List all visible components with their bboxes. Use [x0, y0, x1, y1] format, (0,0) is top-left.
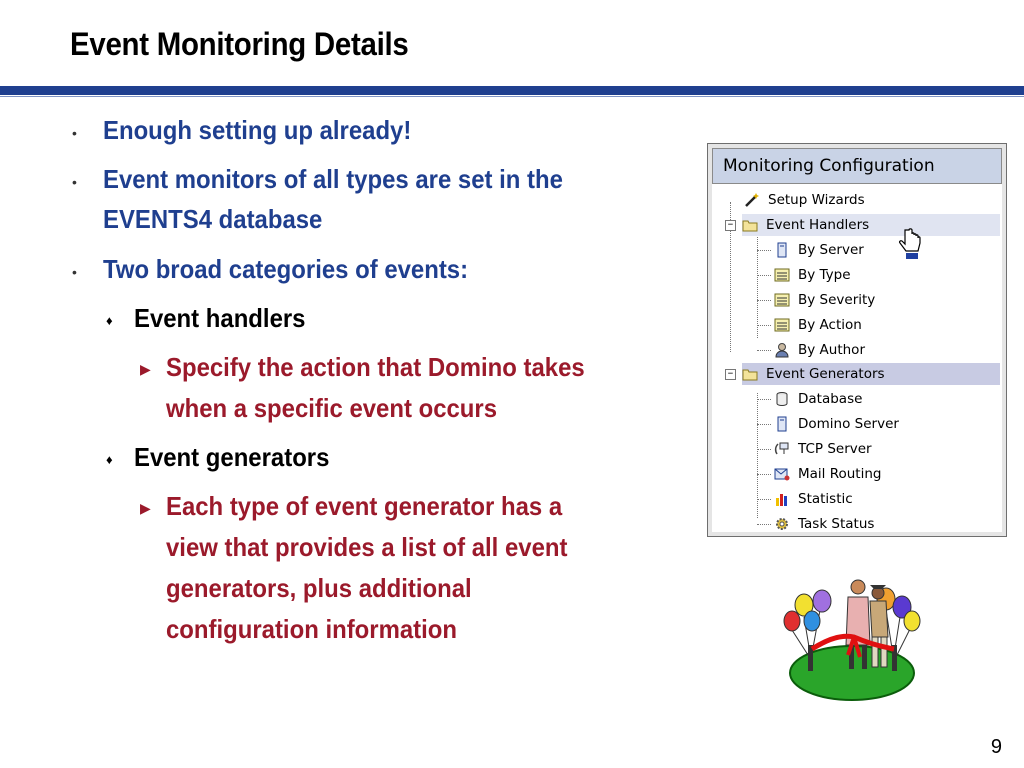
- tree-line: [757, 275, 771, 276]
- tree-item-by-type[interactable]: [774, 264, 851, 286]
- sub-bullet-text: Event handlers: [134, 303, 306, 333]
- tree-line: [757, 399, 771, 400]
- tree-line: [757, 218, 758, 338]
- bullet-text: EVENTS4 database: [103, 204, 323, 234]
- panel-header: Monitoring Configuration: [712, 148, 1002, 184]
- ribbon-cutting-clipart: [782, 575, 922, 703]
- detail-text: generators, plus additional: [166, 573, 472, 603]
- tree-item-label: Event Generators: [766, 366, 885, 382]
- title-rule-thin: [0, 96, 1024, 97]
- bullet-diamond: ♦: [106, 452, 113, 467]
- bullet-triangle: ▶: [140, 361, 151, 377]
- monitoring-config-panel: [707, 143, 1007, 537]
- tree-item-label: Mail Routing: [798, 466, 882, 482]
- detail-text: configuration information: [166, 614, 458, 644]
- page-number: 9: [990, 736, 1002, 758]
- tree-line: [757, 424, 771, 425]
- bullet-text: Two broad categories of events:: [103, 254, 469, 284]
- tree-item-statistic[interactable]: [774, 488, 853, 510]
- database-icon: [774, 391, 790, 407]
- tree-item-label: Statistic: [798, 491, 853, 507]
- tree-item-by-author[interactable]: [774, 339, 865, 361]
- tree-item-event-generators[interactable]: [742, 363, 1000, 385]
- tree-item-task-status[interactable]: [774, 513, 874, 535]
- tree-item-label: By Server: [798, 242, 864, 258]
- tree-item-label: Domino Server: [798, 416, 899, 432]
- navigation-tree: [712, 184, 1002, 532]
- tree-item-label: Task Status: [798, 516, 875, 532]
- mail-icon: [774, 466, 790, 482]
- tree-line: [757, 524, 771, 525]
- tree-item-by-server[interactable]: [774, 239, 864, 261]
- network-icon: [774, 441, 790, 457]
- tree-item-label: By Author: [798, 342, 865, 358]
- bullet-text: Enough setting up already!: [103, 115, 412, 145]
- bullet-dot: •: [72, 174, 77, 190]
- tree-item-label: Event Handlers: [766, 217, 870, 233]
- tree-item-label: Setup Wizards: [768, 192, 865, 208]
- tree-line: [757, 350, 771, 351]
- folder-icon: [742, 217, 758, 233]
- tree-item-mail-routing[interactable]: [774, 463, 881, 485]
- detail-text: Each type of event generator has a: [166, 491, 563, 521]
- list-view-icon: [774, 267, 790, 283]
- tree-line: [757, 474, 771, 475]
- list-view-icon: [774, 317, 790, 333]
- server-icon: [774, 416, 790, 432]
- wand-icon: [744, 192, 760, 208]
- bar-chart-icon: [774, 491, 790, 507]
- detail-text: when a specific event occurs: [166, 393, 498, 423]
- tree-item-setup-wizards[interactable]: [744, 189, 994, 211]
- tree-item-database[interactable]: [774, 388, 862, 410]
- gear-icon: [774, 516, 790, 532]
- list-view-icon: [774, 292, 790, 308]
- tree-item-label: TCP Server: [798, 441, 872, 457]
- detail-text: view that provides a list of all event: [166, 532, 568, 562]
- tree-item-tcp-server[interactable]: [774, 438, 872, 460]
- tree-item-domino-server[interactable]: [774, 413, 899, 435]
- tree-line: [757, 325, 771, 326]
- slide-title: Event Monitoring Details: [70, 26, 409, 62]
- detail-text: Specify the action that Domino takes: [166, 352, 585, 382]
- person-icon: [774, 342, 790, 358]
- tree-item-by-action[interactable]: [774, 314, 862, 336]
- bullet-triangle: ▶: [140, 500, 151, 516]
- tree-line: [757, 449, 771, 450]
- server-icon: [774, 242, 790, 258]
- sub-bullet-text: Event generators: [134, 442, 330, 472]
- tree-item-label: By Type: [798, 267, 851, 283]
- tree-line: [757, 499, 771, 500]
- tree-line: [757, 300, 771, 301]
- bullet-dot: •: [72, 264, 77, 280]
- bullet-diamond: ♦: [106, 313, 113, 328]
- tree-item-event-handlers[interactable]: [742, 214, 1000, 236]
- tree-item-label: By Action: [798, 317, 862, 333]
- tree-item-by-severity[interactable]: [774, 289, 875, 311]
- bullet-dot: •: [72, 125, 77, 141]
- title-rule: [0, 86, 1024, 95]
- tree-item-label: By Severity: [798, 292, 876, 308]
- collapse-icon[interactable]: −: [725, 220, 736, 231]
- hand-cursor-icon: [898, 228, 924, 264]
- bullet-text: Event monitors of all types are set in the: [103, 164, 563, 194]
- tree-line: [757, 250, 771, 251]
- tree-item-label: Database: [798, 391, 863, 407]
- folder-icon: [742, 366, 758, 382]
- collapse-icon[interactable]: −: [725, 369, 736, 380]
